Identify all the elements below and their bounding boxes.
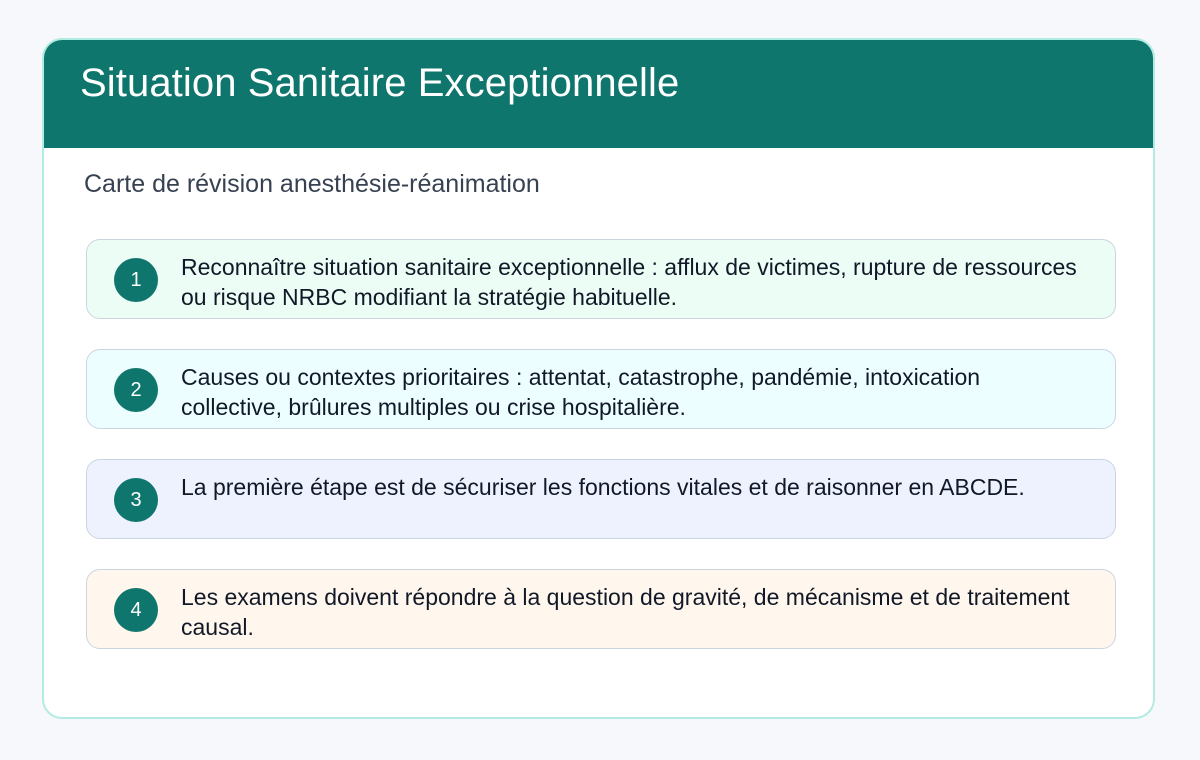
step-number-badge: 2 [114,368,158,412]
list-item [86,239,1116,319]
card-subtitle: Carte de révision anesthésie-réanimation [84,170,540,198]
list-item-text: La première étape est de sécuriser les fonctions vitales et de raisonner en ABCDE. [181,474,1025,500]
list-item-text: Les examens doivent répondre à la question de gravité, de mécanisme et de traitement causal. [181,584,1070,640]
list-item [86,349,1116,429]
card-header [44,40,1153,148]
step-number-badge: 1 [114,258,158,302]
list-item [86,459,1116,539]
step-number-badge: 3 [114,478,158,522]
revision-card [42,38,1155,719]
page-title: Situation Sanitaire Exceptionnelle [80,61,680,105]
step-number-badge: 4 [114,588,158,632]
list-item [86,569,1116,649]
list-item-text: Causes ou contextes prioritaires : attentat, catastrophe, pandémie, intoxication collective, brûlures multiples ou crise hospitalière. [181,364,981,420]
list-item-text: Reconnaître situation sanitaire exceptionnelle : afflux de victimes, rupture de ressources ou risque NRBC modifiant la stratégie habituelle. [181,254,1077,310]
